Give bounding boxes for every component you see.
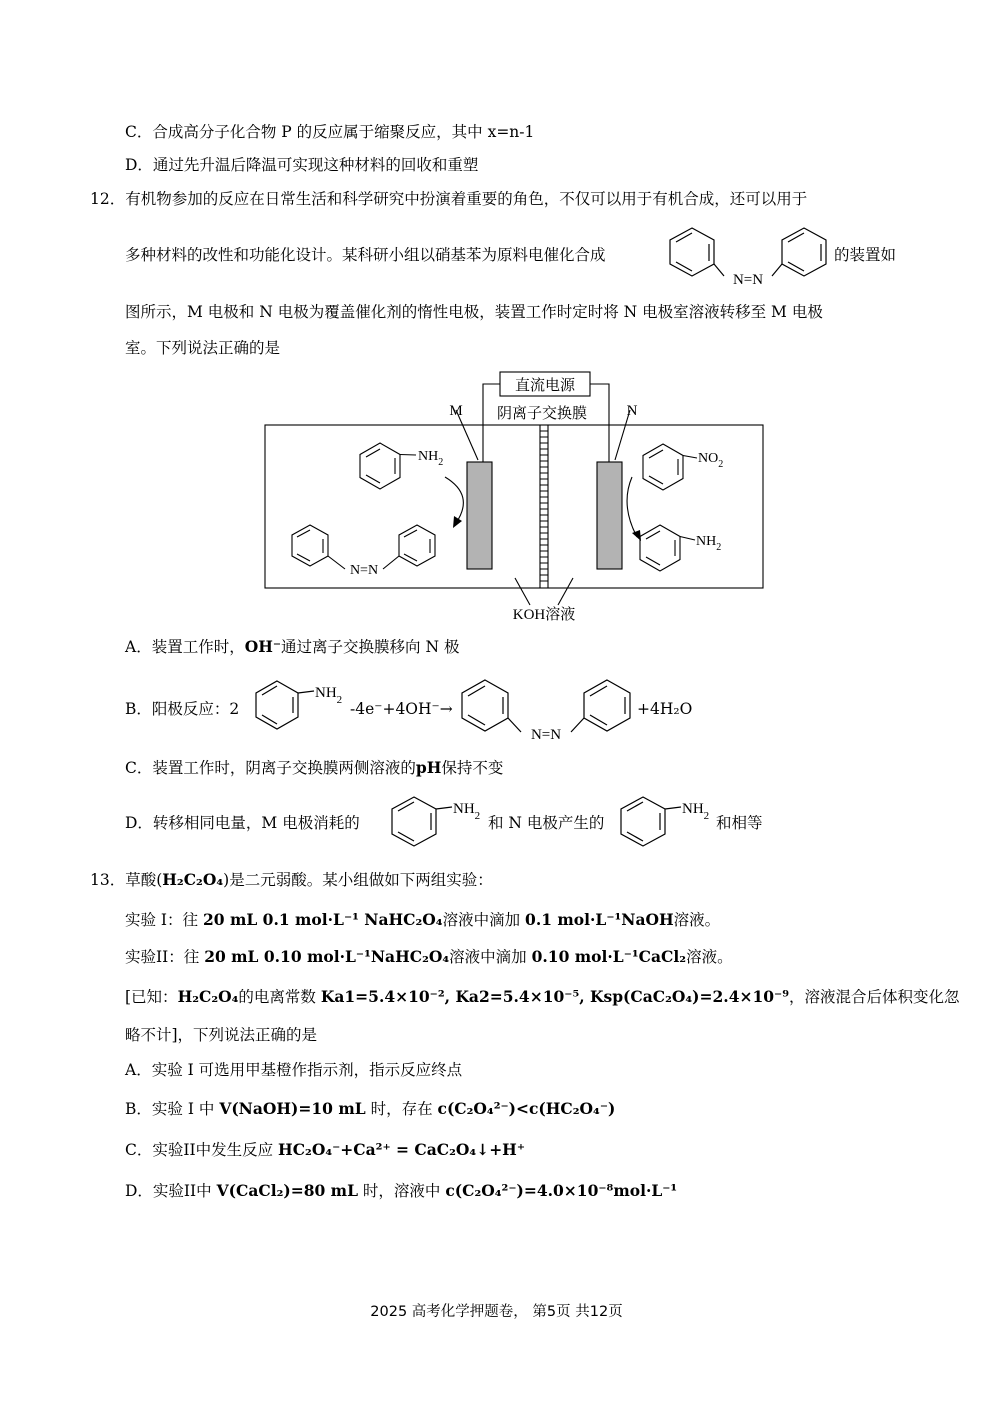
e1-e: 溶液。 bbox=[673, 911, 721, 929]
q13-option-b bbox=[125, 1099, 615, 1119]
aniline-sub-b: 2 bbox=[336, 694, 343, 706]
q12-option-c-ph: pH bbox=[415, 758, 442, 777]
q12-option-d-middle: 和 N 电极产生的 bbox=[488, 814, 605, 832]
aniline-sub-d2: 2 bbox=[703, 810, 710, 822]
k1: [已知： bbox=[125, 988, 178, 1006]
q12-stem-line1: 12．有机物参加的反应在日常生活和科学研究中扮演着重要的角色，不仅可以用于有机合成，还可以用于 bbox=[90, 190, 808, 208]
nh2-label-1: NH bbox=[418, 449, 439, 464]
q13c-b: HC₂O₄⁻+Ca²⁺ = CaC₂O₄↓+H⁺ bbox=[278, 1140, 526, 1159]
q12-stem-line2a: 多种材料的改性和功能化设计。某科研小组以硝基苯为原料电催化合成 bbox=[125, 246, 606, 264]
q13-option-d bbox=[125, 1181, 677, 1201]
no2-label: NO bbox=[698, 451, 719, 466]
q13c-a: C．实验II中发生反应 bbox=[125, 1141, 274, 1159]
q13d-a: D．实验II中 bbox=[125, 1182, 212, 1200]
q11-option-d: D．通过先升温后降温可实现这种材料的回收和重塑 bbox=[125, 156, 479, 174]
azobenzene-structure-b bbox=[455, 672, 640, 744]
q12-option-c bbox=[125, 758, 503, 778]
q12-option-c-prefix: C．装置工作时，阴离子交换膜两侧溶液的 bbox=[125, 759, 416, 777]
e1-b: 20 mL 0.1 mol·L⁻¹ NaHC₂O₄ bbox=[203, 910, 443, 929]
aniline-sub-d1: 2 bbox=[474, 810, 481, 822]
electrolysis-cell bbox=[265, 425, 763, 588]
k5: ，溶液混合后体积变化忽 bbox=[789, 988, 960, 1006]
k3: 的电离常数 bbox=[238, 988, 316, 1006]
q13-experiment-1 bbox=[125, 910, 720, 930]
aniline-structure-b bbox=[250, 675, 360, 737]
azo-label-fig: N=N bbox=[349, 563, 379, 578]
q12-option-b-suffix: +4H₂O bbox=[637, 700, 693, 718]
nh2-sub-1: 2 bbox=[438, 457, 444, 468]
nh2-sub-2: 2 bbox=[716, 542, 722, 553]
no2-sub: 2 bbox=[718, 459, 724, 470]
q12-stem-line3: 图所示，M 电极和 N 电极为覆盖催化剂的惰性电极，装置工作时定时将 N 电极室溶液转移至 M 电极 bbox=[125, 303, 823, 321]
q13d-b: V(CaCl₂)=80 mL bbox=[216, 1181, 358, 1200]
aniline-nh-b: NH bbox=[315, 685, 337, 701]
e2-b: 20 mL 0.10 mol·L⁻¹NaHC₂O₄ bbox=[204, 947, 450, 966]
m-label: M bbox=[449, 403, 463, 419]
azobenzene-structure bbox=[662, 220, 834, 290]
q12-option-b-prefix: B．阳极反应：2 bbox=[125, 700, 240, 718]
q12-option-a bbox=[125, 637, 459, 657]
e1-a: 实验 I：往 bbox=[125, 911, 199, 929]
q13-stem-formula: H₂C₂O₄ bbox=[162, 870, 224, 889]
q13-option-c bbox=[125, 1140, 525, 1160]
koh-label: KOH溶液 bbox=[512, 607, 576, 623]
e1-c: 溶液中滴加 bbox=[442, 911, 521, 929]
n-electrode bbox=[597, 462, 622, 569]
q13b-d: c(C₂O₄²⁻)<c(HC₂O₄⁻) bbox=[437, 1099, 616, 1118]
q12-option-d-prefix: D．转移相同电量，M 电极消耗的 bbox=[125, 814, 360, 832]
svg-text:NH2 bbox=[315, 685, 342, 706]
azo-label-b: N=N bbox=[530, 727, 562, 743]
svg-text:NH2 bbox=[696, 534, 721, 553]
q12-option-a-prefix: A．装置工作时， bbox=[125, 638, 245, 656]
m-electrode bbox=[467, 462, 492, 569]
k4: Ka1=5.4×10⁻², Ka2=5.4×10⁻⁵, Ksp(CaC₂O₄)=2.4×10⁻⁹ bbox=[320, 987, 790, 1006]
e1-d: 0.1 mol·L⁻¹NaOH bbox=[525, 910, 674, 929]
q13-stem bbox=[90, 870, 493, 890]
n-label: N bbox=[626, 403, 638, 419]
q13d-d: c(C₂O₄²⁻)=4.0×10⁻⁸mol·L⁻¹ bbox=[445, 1181, 678, 1200]
svg-text:NH2 bbox=[418, 449, 443, 468]
q13b-c: 时，存在 bbox=[370, 1100, 433, 1118]
aniline-nh-d2: NH bbox=[682, 801, 704, 817]
aniline-structure-d1 bbox=[384, 791, 494, 853]
q12-stem-line2b: 的装置如 bbox=[834, 246, 897, 264]
q13d-c: 时，溶液中 bbox=[362, 1182, 441, 1200]
aniline-nh-d1: NH bbox=[453, 801, 475, 817]
azo-label: N=N bbox=[732, 272, 764, 288]
power-label: 直流电源 bbox=[514, 378, 576, 394]
k2: H₂C₂O₄ bbox=[177, 987, 239, 1006]
svg-text:NH2 bbox=[682, 801, 709, 822]
q12-stem-line4: 室。下列说法正确的是 bbox=[125, 339, 281, 357]
q13b-b: V(NaOH)=10 mL bbox=[219, 1099, 366, 1118]
q13-option-a: A．实验 I 可选用甲基橙作指示剂，指示反应终点 bbox=[125, 1061, 463, 1079]
e2-c: 溶液中滴加 bbox=[449, 948, 527, 966]
q13-stem-a: 13．草酸( bbox=[90, 871, 163, 889]
q12-option-b-middle: -4e⁻+4OH⁻→ bbox=[350, 700, 453, 718]
q13-known-line2: 略不计]，下列说法正确的是 bbox=[125, 1026, 318, 1044]
q12-option-c-suffix: 保持不变 bbox=[441, 759, 504, 777]
membrane-label: 阴离子交换膜 bbox=[496, 406, 588, 422]
aniline-structure-d2 bbox=[613, 791, 723, 853]
q13-experiment-2 bbox=[125, 947, 733, 967]
q13-stem-b: )是二元弱酸。某小组做如下两组实验： bbox=[223, 871, 493, 889]
e2-d: 0.10 mol·L⁻¹CaCl₂ bbox=[531, 947, 687, 966]
electrolysis-apparatus-figure bbox=[260, 365, 770, 630]
q12-option-a-oh: OH⁻ bbox=[244, 637, 282, 656]
e2-e: 溶液。 bbox=[686, 948, 733, 966]
e2-a: 实验II：往 bbox=[125, 948, 200, 966]
q12-option-d-suffix: 和相等 bbox=[716, 814, 763, 832]
q13b-a: B．实验 I 中 bbox=[125, 1100, 215, 1118]
q12-option-a-suffix: 通过离子交换膜移向 N 极 bbox=[281, 638, 460, 656]
q13-known-line1 bbox=[125, 987, 960, 1007]
q11-option-c: C．合成高分子化合物 P 的反应属于缩聚反应，其中 x=n-1 bbox=[125, 123, 535, 141]
svg-text:NO2 bbox=[698, 451, 723, 470]
page-footer: 2025 高考化学押题卷， 第5页 共12页 bbox=[370, 1304, 623, 1320]
nh2-label-2: NH bbox=[696, 534, 717, 549]
svg-text:NH2 bbox=[453, 801, 480, 822]
